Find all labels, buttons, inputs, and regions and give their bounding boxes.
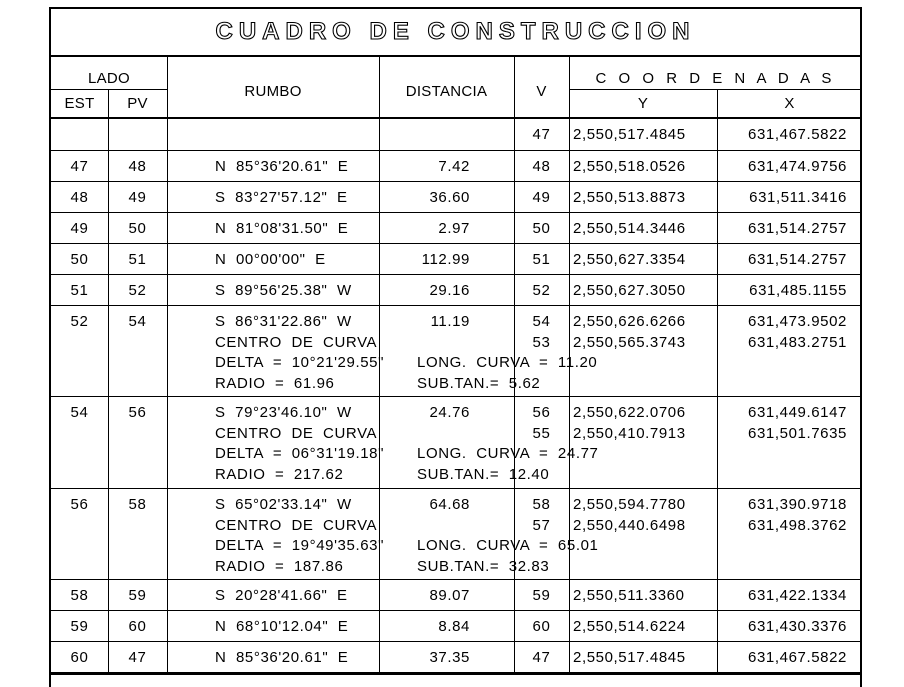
rumbo-cell: N 00°00'00" E bbox=[215, 251, 326, 268]
distancia-cell: 112.99 bbox=[421, 251, 470, 268]
curve-center-y: 2,550,565.3743 bbox=[573, 333, 686, 351]
header-divider-lado bbox=[51, 89, 167, 90]
vertex-cell: 51 bbox=[532, 251, 551, 268]
distancia-cell: 8.84 bbox=[438, 618, 470, 635]
distancia-cell: 64.68 bbox=[429, 496, 470, 513]
coord-x-cell: 631,467.5822 bbox=[748, 649, 847, 666]
row-divider bbox=[51, 396, 862, 397]
pv-cell: 52 bbox=[128, 282, 147, 299]
distancia-cell: 24.76 bbox=[429, 404, 470, 421]
vertex-cell: 54 bbox=[532, 313, 551, 330]
curve-center-vertex: 55 bbox=[532, 424, 551, 442]
rumbo-cell: S 83°27'57.12" E bbox=[215, 189, 348, 206]
vertex-cell: 52 bbox=[532, 282, 551, 299]
coord-y-cell: 2,550,627.3050 bbox=[573, 282, 686, 299]
distancia-cell: 37.35 bbox=[429, 649, 470, 666]
column-divider bbox=[108, 89, 109, 672]
row-divider bbox=[51, 243, 862, 244]
header-v: V bbox=[536, 83, 547, 100]
header-est: EST bbox=[64, 95, 95, 112]
curve-center-vertex: 57 bbox=[532, 516, 551, 534]
curve-length: LONG. CURVA = 24.77 bbox=[417, 445, 599, 462]
est-cell: 56 bbox=[70, 496, 89, 513]
construction-table bbox=[49, 7, 862, 687]
pv-cell: 47 bbox=[128, 649, 147, 666]
rumbo-cell: S 89°56'25.38" W bbox=[215, 282, 352, 299]
rumbo-cell: S 65°02'33.14" W bbox=[215, 496, 352, 513]
pv-cell: 54 bbox=[128, 313, 147, 330]
curve-center-x: 631,483.2751 bbox=[748, 333, 847, 351]
distancia-cell: 7.42 bbox=[438, 158, 470, 175]
est-cell: 58 bbox=[70, 587, 89, 604]
vertex-cell: 58 bbox=[532, 496, 551, 513]
coord-x-cell: 631,485.1155 bbox=[749, 282, 847, 299]
header-y: Y bbox=[637, 95, 649, 112]
coord-y-cell: 2,550,627.3354 bbox=[573, 251, 686, 268]
est-cell: 54 bbox=[70, 404, 89, 421]
row-divider bbox=[51, 305, 862, 306]
est-cell: 60 bbox=[70, 649, 89, 666]
vertex-cell: 47 bbox=[532, 126, 551, 143]
pv-cell: 59 bbox=[128, 587, 147, 604]
curve-radius: RADIO = 217.62 bbox=[215, 465, 344, 483]
vertex-cell: 48 bbox=[532, 158, 551, 175]
vertex-cell: 56 bbox=[532, 404, 551, 421]
curve-center-y: 2,550,440.6498 bbox=[573, 516, 686, 534]
pv-cell: 60 bbox=[128, 618, 147, 635]
header-distancia: DISTANCIA bbox=[405, 83, 488, 100]
header-coordenadas: C O O R D E N A D A S bbox=[595, 70, 836, 87]
curve-delta: DELTA = 19°49'35.63" bbox=[215, 537, 385, 554]
coord-x-cell: 631,390.9718 bbox=[748, 496, 847, 513]
rumbo-cell: N 85°36'20.61" E bbox=[215, 649, 349, 666]
coord-y-cell: 2,550,514.3446 bbox=[573, 220, 686, 237]
coord-y-cell: 2,550,513.8873 bbox=[573, 189, 686, 206]
pv-cell: 56 bbox=[128, 404, 147, 421]
coord-y-cell: 2,550,622.0706 bbox=[573, 404, 686, 421]
coord-x-cell: 631,449.6147 bbox=[748, 404, 847, 421]
distancia-cell: 89.07 bbox=[429, 587, 470, 604]
rumbo-cell: N 85°36'20.61" E bbox=[215, 158, 349, 175]
header-divider-coords bbox=[569, 89, 862, 90]
vertex-cell: 50 bbox=[532, 220, 551, 237]
coord-x-cell: 631,422.1334 bbox=[748, 587, 847, 604]
curve-radius: RADIO = 61.96 bbox=[215, 374, 335, 392]
est-cell: 48 bbox=[70, 189, 89, 206]
header-x: X bbox=[784, 95, 795, 112]
coord-x-cell: 631,467.5822 bbox=[748, 126, 847, 143]
est-cell: 47 bbox=[70, 158, 89, 175]
curve-subtangent: SUB.TAN.= 32.83 bbox=[417, 557, 550, 575]
rumbo-cell: N 68°10'12.04" E bbox=[215, 618, 349, 635]
rumbo-cell: S 79°23'46.10" W bbox=[215, 404, 352, 421]
curve-length: LONG. CURVA = 65.01 bbox=[417, 537, 599, 554]
curve-center-y: 2,550,410.7913 bbox=[573, 424, 686, 442]
column-divider bbox=[717, 89, 718, 672]
coord-y-cell: 2,550,517.4845 bbox=[573, 126, 686, 143]
est-cell: 51 bbox=[70, 282, 89, 299]
rumbo-cell: N 81°08'31.50" E bbox=[215, 220, 349, 237]
distancia-cell: 29.16 bbox=[429, 282, 470, 299]
pv-cell: 51 bbox=[128, 251, 147, 268]
row-divider bbox=[51, 181, 862, 182]
pv-cell: 49 bbox=[128, 189, 147, 206]
vertex-cell: 49 bbox=[532, 189, 551, 206]
curve-subtangent: SUB.TAN.= 5.62 bbox=[417, 374, 541, 392]
coord-x-cell: 631,473.9502 bbox=[748, 313, 847, 330]
coord-x-cell: 631,514.2757 bbox=[748, 220, 847, 237]
curve-length: LONG. CURVA = 11.20 bbox=[417, 354, 598, 371]
row-divider bbox=[51, 212, 862, 213]
curve-delta: DELTA = 10°21'29.55" bbox=[215, 354, 385, 371]
curve-radius: RADIO = 187.86 bbox=[215, 557, 344, 575]
curve-center-label: CENTRO DE CURVA bbox=[215, 516, 378, 534]
coord-x-cell: 631,430.3376 bbox=[748, 618, 847, 635]
coord-y-cell: 2,550,518.0526 bbox=[573, 158, 686, 175]
vertex-cell: 47 bbox=[532, 649, 551, 666]
distancia-cell: 2.97 bbox=[438, 220, 470, 237]
pv-cell: 50 bbox=[128, 220, 147, 237]
est-cell: 49 bbox=[70, 220, 89, 237]
table-title: CUADRO DE CONSTRUCCION bbox=[215, 18, 696, 45]
curve-center-x: 631,501.7635 bbox=[748, 424, 847, 442]
vertex-cell: 60 bbox=[532, 618, 551, 635]
coord-y-cell: 2,550,626.6266 bbox=[573, 313, 686, 330]
row-divider bbox=[51, 610, 862, 611]
row-divider bbox=[51, 274, 862, 275]
coord-y-cell: 2,550,517.4845 bbox=[573, 649, 686, 666]
header-pv: PV bbox=[127, 95, 148, 112]
coord-y-cell: 2,550,594.7780 bbox=[573, 496, 686, 513]
coord-x-cell: 631,474.9756 bbox=[748, 158, 847, 175]
est-cell: 52 bbox=[70, 313, 89, 330]
row-divider bbox=[51, 579, 862, 580]
coord-x-cell: 631,511.3416 bbox=[749, 189, 847, 206]
curve-center-x: 631,498.3762 bbox=[748, 516, 847, 534]
row-divider bbox=[51, 150, 862, 151]
curve-center-label: CENTRO DE CURVA bbox=[215, 333, 378, 351]
curve-delta: DELTA = 06°31'19.18" bbox=[215, 445, 385, 462]
row-divider bbox=[51, 641, 862, 642]
rumbo-cell: S 20°28'41.66" E bbox=[215, 587, 348, 604]
header-rumbo: RUMBO bbox=[244, 83, 302, 100]
table-bottom-border bbox=[51, 672, 862, 675]
curve-center-label: CENTRO DE CURVA bbox=[215, 424, 378, 442]
coord-y-cell: 2,550,511.3360 bbox=[573, 587, 685, 604]
vertex-cell: 59 bbox=[532, 587, 551, 604]
table-title-box bbox=[51, 9, 860, 57]
est-cell: 50 bbox=[70, 251, 89, 268]
rumbo-cell: S 86°31'22.86" W bbox=[215, 313, 352, 330]
coord-y-cell: 2,550,514.6224 bbox=[573, 618, 686, 635]
row-divider bbox=[51, 488, 862, 489]
distancia-cell: 36.60 bbox=[429, 189, 470, 206]
curve-center-vertex: 53 bbox=[532, 333, 551, 351]
coord-x-cell: 631,514.2757 bbox=[748, 251, 847, 268]
pv-cell: 48 bbox=[128, 158, 147, 175]
header-lado: LADO bbox=[87, 70, 131, 87]
header-bottom-border bbox=[51, 117, 862, 119]
est-cell: 59 bbox=[70, 618, 89, 635]
pv-cell: 58 bbox=[128, 496, 147, 513]
distancia-cell: 11.19 bbox=[430, 313, 470, 330]
curve-subtangent: SUB.TAN.= 12.40 bbox=[417, 465, 550, 483]
